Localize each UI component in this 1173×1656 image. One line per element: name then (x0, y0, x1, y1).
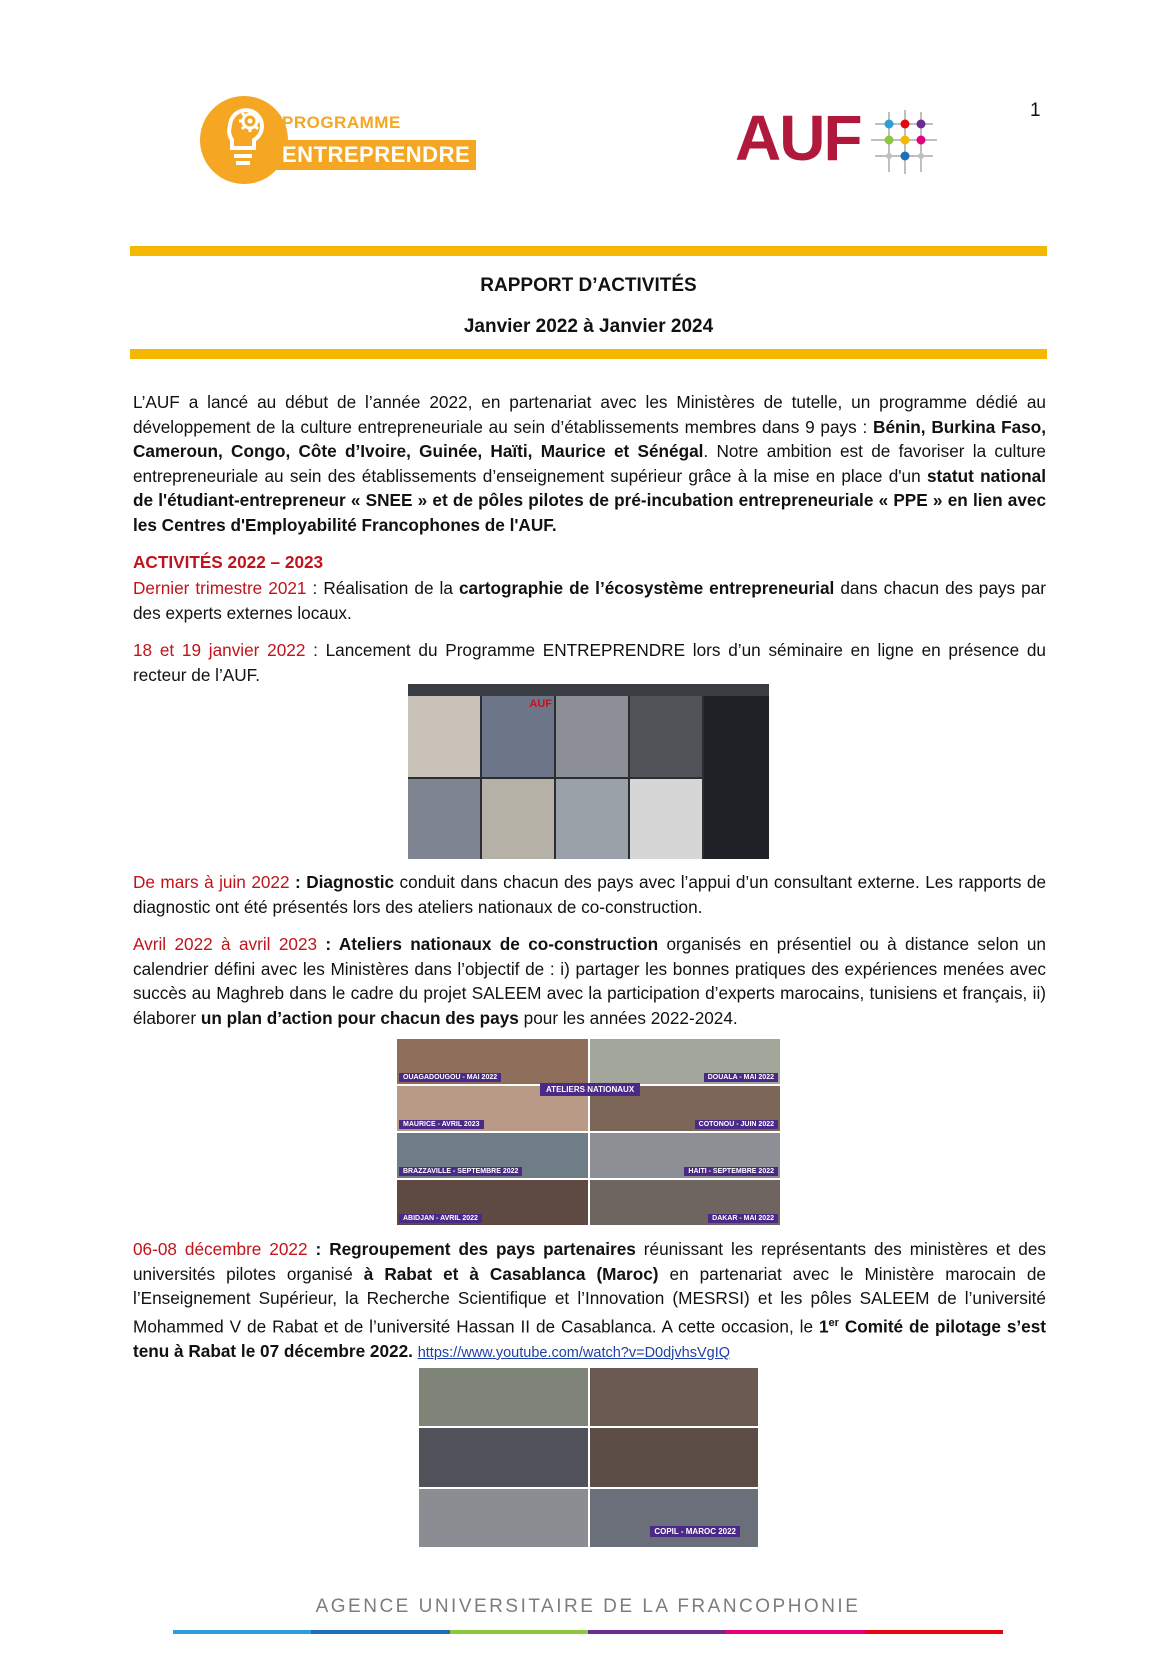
activity-ateliers: Avril 2022 à avril 2023 : Ateliers nationaux de co-construction organisés en présentiel ou à distance selon un calendrier défini avec les Ministères dans l’objectif de : i) partager les bonnes pratiques des expériences menées avec succès au Maghreb dans le cadre du projet SALEEM avec la participation d’experts marocains, tunisiens et français, ii) élaborer un plan d’action pour chacun des pays pour les années 2022-2024. (133, 934, 1046, 1028)
network-dots-icon (863, 104, 945, 180)
photo-caption: BRAZZAVILLE - SEPTEMBRE 2022 (399, 1167, 522, 1176)
activity-date: Dernier trimestre 2021 (133, 578, 307, 598)
intro-paragraph: L’AUF a lancé au début de l’année 2022, en partenariat avec les Ministères de tutelle, un programme dédié au développement de la culture entrepreneuriale au sein d’établissements membres dans 9 pays : Bénin, Burkina Faso, Cameroun, Congo, Côte d’Ivoire, Guinée, Haïti, Maurice et Sénégal. Notre ambition est de favoriser la culture entrepreneuriale au sein des établissements d’enseignement supérieur grâce à la mise en place d'un statut national de l'étudiant-entrepreneur « SNEE » et de pôles pilotes de pré-incubation entrepreneuriale « PPE » en lien avec les Centres d'Employabilité Francophones de l'AUF. (133, 392, 1046, 535)
programme-label: PROGRAMME (282, 113, 401, 132)
countries-list: Bénin, Burkina Faso, Cameroun, Congo, Côte d’Ivoire, Guinée, Haïti, Maurice et Sénégal (133, 416, 1046, 461)
video-auf-logo: AUF (529, 698, 552, 710)
report-period: Janvier 2022 à Janvier 2024 (463, 316, 714, 337)
photo-caption: DOUALA - MAI 2022 (704, 1073, 778, 1082)
page-number: 1 (1030, 100, 1041, 121)
ateliers-nationaux-collage (397, 1039, 780, 1225)
programme-entreprendre-logo (200, 96, 470, 188)
top-rule (130, 246, 1047, 256)
entreprendre-label: ENTREPRENDRE (276, 140, 476, 170)
activity-lancement: 18 et 19 janvier 2022 : Lancement du Programme ENTREPRENDRE lors d’un séminaire en ligne en présence du recteur de l’AUF. (133, 640, 1046, 685)
photo-caption: HAITI - SEPTEMBRE 2022 (684, 1167, 778, 1176)
activity-date: 18 et 19 janvier 2022 (133, 640, 306, 660)
photo-caption: MAURICE - AVRIL 2023 (399, 1120, 484, 1129)
activity-regroupement: 06-08 décembre 2022 : Regroupement des pays partenaires réunissant les représentants des ministères et des universités pilotes organisé à Rabat et à Casablanca (Maroc) en partenariat avec le Ministère marocain de l’Enseignement Supérieur, la Recherche Scientifique et l’Innovation (MESRSI) et les pôles SALEEM de l’université Mohammed V de Rabat et de l’université Hassan II de Casablanca. A cette occasion, le 1er Comité de pilotage s’est tenu à Rabat le 07 décembre 2022. https://www.youtube.com/watch?v=D0djvhsVgIQ (133, 1239, 1046, 1361)
activity-date: 06-08 décembre 2022 (133, 1239, 308, 1259)
video-conference-photo (408, 684, 769, 859)
photo-caption: DAKAR - MAI 2022 (708, 1214, 778, 1223)
footer-organization: AGENCE UNIVERSITAIRE DE LA FRANCOPHONIE (315, 1596, 861, 1617)
activity-date: Avril 2022 à avril 2023 (133, 934, 318, 954)
footer-color-bar (173, 1630, 1003, 1634)
photo-caption: OUAGADOUGOU - MAI 2022 (399, 1073, 501, 1082)
section-heading: ACTIVITÉS 2022 – 2023 (133, 552, 324, 572)
copil-maroc-collage (419, 1368, 758, 1547)
auf-wordmark: AUF (735, 102, 861, 174)
activity-date: De mars à juin 2022 (133, 872, 290, 892)
lightbulb-gear-icon (200, 96, 288, 184)
report-title: RAPPORT D’ACTIVITÉS (480, 275, 697, 296)
activity-cartographie: Dernier trimestre 2021 : Réalisation de la cartographie de l’écosystème entrepreneurial dans chacun des pays par des experts externes locaux. (133, 578, 1046, 623)
activity-diagnostic: De mars à juin 2022 : Diagnostic conduit dans chacun des pays avec l’appui d’un consultant externe. Les rapports de diagnostic ont été présentés lors des ateliers nationaux de co-construction. (133, 872, 1046, 917)
ateliers-title-tag: ATELIERS NATIONAUX (540, 1083, 640, 1096)
bottom-rule (130, 349, 1047, 359)
auf-logo (735, 100, 965, 190)
photo-caption: ABIDJAN - AVRIL 2022 (399, 1214, 482, 1223)
youtube-link[interactable]: https://www.youtube.com/watch?v=D0djvhsVgIQ (417, 1344, 731, 1361)
copil-tag: COPIL - MAROC 2022 (650, 1526, 740, 1537)
photo-caption: COTONOU - JUIN 2022 (695, 1120, 778, 1129)
